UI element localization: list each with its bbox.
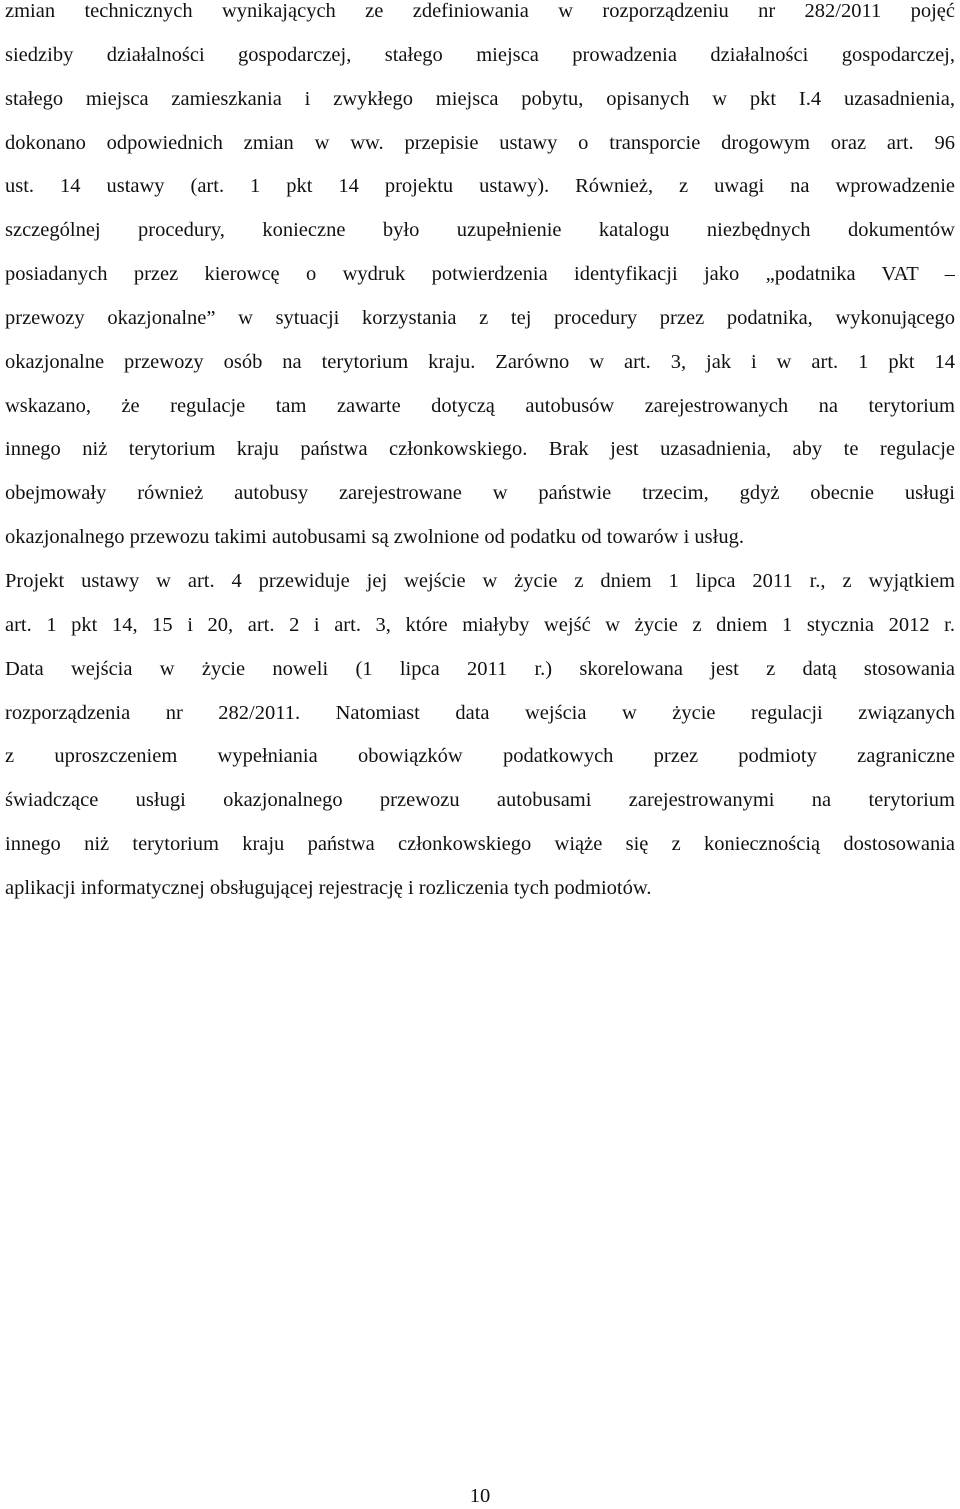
text-line: dokonano odpowiednich zmian w ww. przepisie ustawy o transporcie drogowym oraz art. 96: [5, 131, 955, 154]
text-line: rozporządzenia nr 282/2011. Natomiast data wejścia w życie regulacji związanych: [5, 701, 955, 724]
text-line: z uproszczeniem wypełniania obowiązków podatkowych przez podmioty zagraniczne: [5, 745, 955, 768]
text-line: ust. 14 ustawy (art. 1 pkt 14 projektu ustawy). Również, z uwagi na wprowadzenie: [5, 175, 955, 198]
body-paragraph: [5, 0, 955, 921]
text-line: szczególnej procedury, konieczne było uzupełnienie katalogu niezbędnych dokumentów: [5, 219, 955, 242]
text-line: siedziby działalności gospodarczej, stałego miejsca prowadzenia działalności gospodarczej,: [5, 43, 955, 66]
text-line: okazjonalne przewozy osób na terytorium kraju. Zarówno w art. 3, jak i w art. 1 pkt 14: [5, 350, 955, 373]
text-line: przewozy okazjonalne” w sytuacji korzystania z tej procedury przez podatnika, wykonującego: [5, 306, 955, 329]
text-line: aplikacji informatycznej obsługującej rejestrację i rozliczenia tych podmiotów.: [5, 876, 652, 899]
text-line: wskazano, że regulacje tam zawarte dotyczą autobusów zarejestrowanych na terytorium: [5, 394, 955, 417]
text-line: okazjonalnego przewozu takimi autobusami są zwolnione od podatku od towarów i usług.: [5, 526, 744, 549]
text-line: innego niż terytorium kraju państwa członkowskiego wiąże się z koniecznością dostosowania: [5, 833, 955, 856]
text-line: art. 1 pkt 14, 15 i 20, art. 2 i art. 3, które miałyby wejść w życie z dniem 1 stycznia 2012 r.: [5, 613, 955, 636]
text-line: zmian technicznych wynikających ze zdefiniowania w rozporządzeniu nr 282/2011 pojęć: [5, 0, 955, 22]
text-line: innego niż terytorium kraju państwa członkowskiego. Brak jest uzasadnienia, aby te regulacje: [5, 438, 955, 461]
text-line: świadczące usługi okazjonalnego przewozu autobusami zarejestrowanymi na terytorium: [5, 789, 955, 812]
text-line: obejmowały również autobusy zarejestrowane w państwie trzecim, gdyż obecnie usługi: [5, 482, 955, 505]
page-number: 10: [469, 1485, 491, 1507]
text-line: Projekt ustawy w art. 4 przewiduje jej wejście w życie z dniem 1 lipca 2011 r., z wyjątkiem: [5, 569, 955, 592]
text-line: posiadanych przez kierowcę o wydruk potwierdzenia identyfikacji jako „podatnika VAT –: [5, 263, 955, 286]
text-line: stałego miejsca zamieszkania i zwykłego miejsca pobytu, opisanych w pkt I.4 uzasadnienia,: [5, 87, 955, 110]
text-line: Data wejścia w życie noweli (1 lipca 2011 r.) skorelowana jest z datą stosowania: [5, 657, 955, 680]
